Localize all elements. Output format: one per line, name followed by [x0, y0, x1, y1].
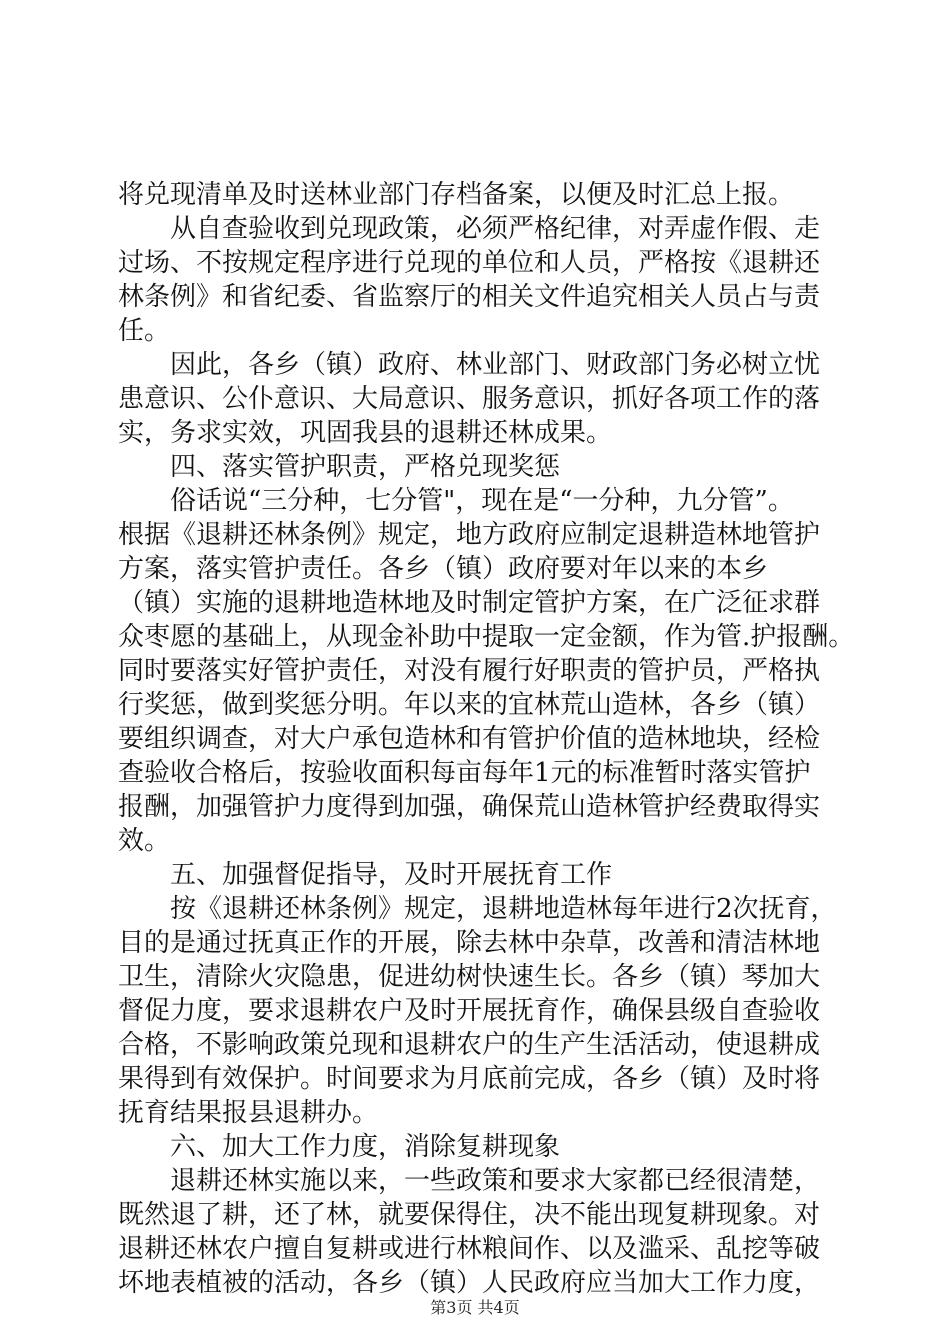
section-heading: 五、加强督促指导，及时开展抚育工作 — [170, 860, 613, 890]
text-line: 抚育结果报县退耕办。 — [118, 1098, 379, 1128]
paragraph-first-line: 从自查验收到兑现政策，必须严格纪律，对弄虚作假、走 — [170, 214, 821, 244]
text-line: 行奖惩，做到奖惩分明。年以来的宜林荒山造林，各乡（镇） — [118, 690, 821, 720]
text-line: 林条例》和省纪委、省监察厅的相关文件追究相关人员占与责 — [118, 282, 821, 312]
text-line: 既然退了耕，还了林，就要保得住，决不能出现复耕现象。对 — [118, 1200, 821, 1230]
paragraph-first-line: 俗话说“三分种，七分管"，现在是“一分种，九分管”。 — [170, 486, 794, 516]
text-line: （镇）实施的退耕地造林地及时制定管护方案，在广泛征求群 — [118, 588, 821, 618]
text-line: 卫生，清除火灾隐患，促进幼树快速生长。各乡（镇）琴加大 — [118, 962, 821, 992]
text-line: 任。 — [118, 316, 171, 346]
text-line: 坏地表植被的活动，各乡（镇）人民政府应当加大工作力度， — [118, 1268, 821, 1298]
text-line: 退耕还林农户擅自复耕或进行林粮间作、以及滥采、乱挖等破 — [118, 1234, 821, 1264]
paragraph-first-line: 退耕还林实施以来，一些政策和要求大家都已经很清楚， — [170, 1166, 821, 1196]
text-line: 患意识、公仆意识、大局意识、服务意识，抓好各项工作的落 — [118, 384, 821, 414]
text-line: 果得到有效保护。时间要求为月底前完成，各乡（镇）及时将 — [118, 1064, 821, 1094]
text-line: 要组织调查，对大户承包造林和有管护价值的造林地块，经检 — [118, 724, 821, 754]
page-number-footer: 第3页 共4页 — [430, 1298, 520, 1317]
text-line: 报酬，加强管护力度得到加强，确保荒山造林管护经费取得实 — [118, 792, 821, 822]
text-line: 查验收合格后，按验收面积每亩每年1元的标准暂时落实管护 — [118, 758, 811, 788]
text-line: 将兑现清单及时送林业部门存档备案，以便及时汇总上报。 — [118, 180, 795, 210]
text-line: 目的是通过抚真正作的开展，除去林中杂草，改善和清洁林地 — [118, 928, 821, 958]
text-line: 督促力度，要求退耕农户及时开展抚育作，确保县级自查验收 — [118, 996, 821, 1026]
paragraph-first-line: 因此，各乡（镇）政府、林业部门、财政部门务必树立忧 — [170, 350, 821, 380]
text-line: 效。 — [118, 826, 171, 856]
text-line: 同时要落实好管护责任，对没有履行好职责的管护员，严格执 — [118, 656, 821, 686]
text-line: 合格，不影响政策兑现和退耕农户的生产生活活动，使退耕成 — [118, 1030, 821, 1060]
text-line: 根据《退耕还林条例》规定，地方政府应制定退耕造林地管护 — [118, 520, 821, 550]
text-line: 实，务求实效，巩固我县的退耕还林成果。 — [118, 418, 613, 448]
section-heading: 六、加大工作力度，消除复耕现象 — [170, 1132, 561, 1162]
section-heading: 四、落实管护职责，严格兑现奖惩 — [170, 452, 561, 482]
paragraph-first-line: 按《退耕还林条例》规定，退耕地造林每年进行2次抚育， — [170, 894, 837, 924]
text-line: 众枣愿的基础上，从现金补助中提取一定金额，作为管.护报酬。 — [118, 622, 855, 652]
text-line: 过场、不按规定程序进行兑现的单位和人员，严格按《退耕还 — [118, 248, 821, 278]
text-line: 方案，落实管护责任。各乡（镇）政府要对年以来的本乡 — [118, 554, 769, 584]
